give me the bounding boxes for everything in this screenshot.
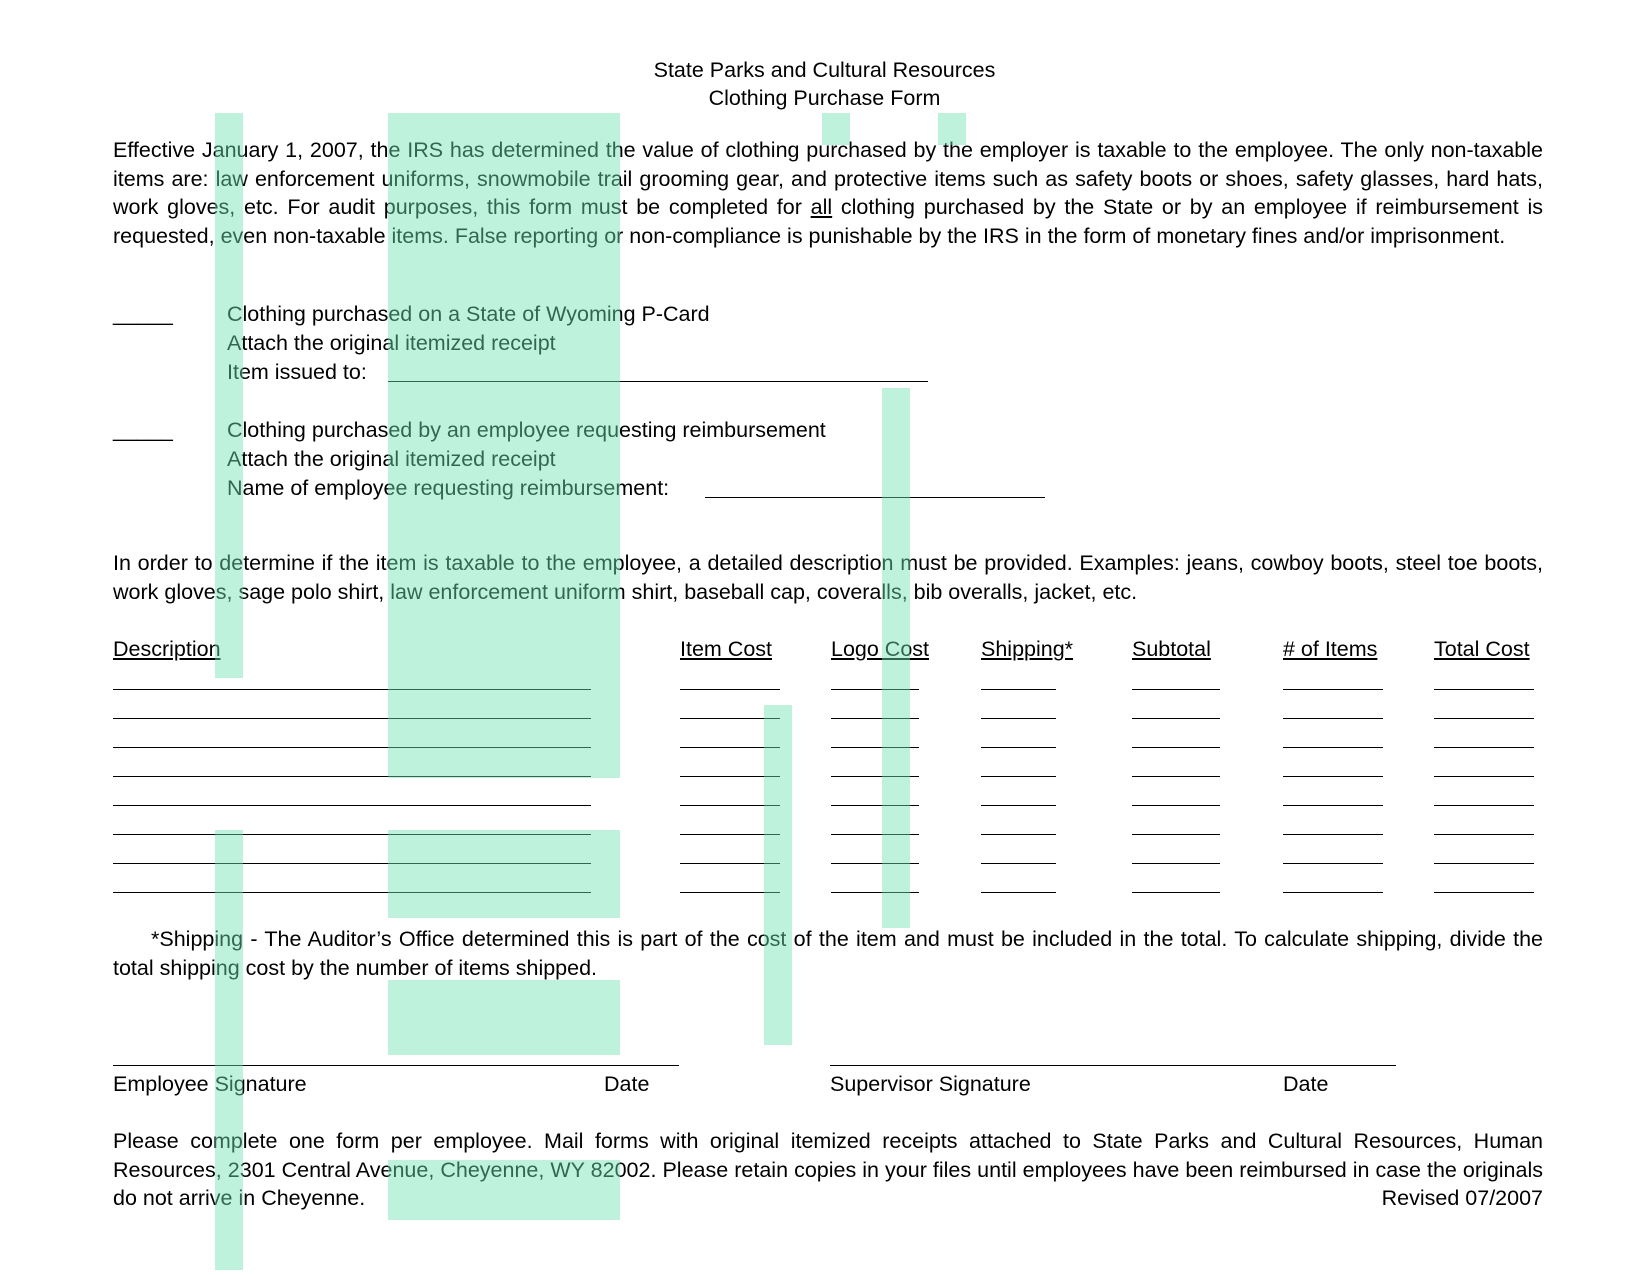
pcard-line-1: Clothing purchased on a State of Wyoming P-Card bbox=[227, 302, 710, 326]
subtotal-field[interactable] bbox=[1132, 689, 1220, 690]
shipping-field[interactable] bbox=[981, 747, 1056, 748]
subtotal-field[interactable] bbox=[1132, 863, 1220, 864]
col-header-logo-cost: Logo Cost bbox=[831, 637, 930, 661]
supervisor-signature-label: Supervisor Signature bbox=[830, 1072, 1031, 1096]
total-cost-field[interactable] bbox=[1434, 747, 1534, 748]
employee-signature-line[interactable] bbox=[113, 1065, 679, 1066]
revised-date: Revised 07/2007 bbox=[1381, 1186, 1543, 1210]
subtotal-field[interactable] bbox=[1132, 834, 1220, 835]
supervisor-signature-line[interactable] bbox=[830, 1065, 1396, 1066]
total-cost-field[interactable] bbox=[1434, 863, 1534, 864]
total-cost-field[interactable] bbox=[1434, 689, 1534, 690]
pcard-check-blank[interactable]: _____ bbox=[113, 302, 173, 326]
shipping-field[interactable] bbox=[981, 689, 1056, 690]
employee-signature-label: Employee Signature bbox=[113, 1072, 307, 1096]
num-items-field[interactable] bbox=[1283, 776, 1383, 777]
total-cost-field[interactable] bbox=[1434, 834, 1534, 835]
highlight-block bbox=[388, 678, 620, 778]
subtotal-field[interactable] bbox=[1132, 892, 1220, 893]
total-cost-field[interactable] bbox=[1434, 805, 1534, 806]
col-header-num-items: # of Items bbox=[1283, 637, 1378, 661]
description-field[interactable] bbox=[113, 805, 591, 806]
num-items-field[interactable] bbox=[1283, 892, 1383, 893]
item-cost-field[interactable] bbox=[680, 689, 780, 690]
agency-title: State Parks and Cultural Resources bbox=[653, 58, 996, 82]
shipping-note: *Shipping - The Auditor’s Office determined this is part of the cost of the item and must be included in the total. To calculate shipping, divide the total shipping cost by the number of items shipped. bbox=[113, 927, 1543, 980]
highlight-block bbox=[388, 113, 620, 678]
footer-paragraph: Please complete one form per employee. Mail forms with original itemized receipts attached to State Parks and Cultural Resources, Human Resources, 2301 Central Avenue, Cheyenne, WY 82002. Please retain copies in your files until employees have been reimbursed in case the originals do not arrive in Cheyenne. bbox=[113, 1129, 1543, 1211]
highlight-bar bbox=[764, 705, 792, 1045]
total-cost-field[interactable] bbox=[1434, 892, 1534, 893]
total-cost-field[interactable] bbox=[1434, 776, 1534, 777]
col-header-subtotal: Subtotal bbox=[1132, 637, 1211, 661]
reimburse-check-blank[interactable]: _____ bbox=[113, 418, 173, 442]
shipping-field[interactable] bbox=[981, 776, 1056, 777]
col-header-shipping: Shipping* bbox=[981, 637, 1074, 661]
num-items-field[interactable] bbox=[1283, 689, 1383, 690]
supervisor-date-label: Date bbox=[1283, 1072, 1329, 1096]
subtotal-field[interactable] bbox=[1132, 747, 1220, 748]
highlight-bar bbox=[215, 113, 243, 678]
shipping-field[interactable] bbox=[981, 718, 1056, 719]
subtotal-field[interactable] bbox=[1132, 776, 1220, 777]
subtotal-field[interactable] bbox=[1132, 805, 1220, 806]
highlight-block bbox=[388, 980, 620, 1055]
intro-emphasis-all: all bbox=[810, 195, 833, 220]
highlight-bar bbox=[882, 388, 910, 928]
shipping-field[interactable] bbox=[981, 805, 1056, 806]
reimburse-name-field[interactable] bbox=[705, 497, 1045, 498]
num-items-field[interactable] bbox=[1283, 863, 1383, 864]
form-title: Clothing Purchase Form bbox=[708, 86, 941, 110]
num-items-field[interactable] bbox=[1283, 834, 1383, 835]
intro-paragraph bbox=[113, 136, 1543, 250]
pcard-line-2: Attach the original itemized receipt bbox=[227, 331, 556, 355]
col-header-item-cost: Item Cost bbox=[680, 637, 772, 661]
num-items-field[interactable] bbox=[1283, 718, 1383, 719]
reimburse-line-2: Attach the original itemized receipt bbox=[227, 447, 556, 471]
highlight-bar bbox=[215, 830, 243, 1270]
shipping-field[interactable] bbox=[981, 863, 1056, 864]
reimburse-name-label: Name of employee requesting reimbursement: bbox=[227, 476, 670, 500]
highlight-mark bbox=[822, 113, 850, 145]
col-header-total-cost: Total Cost bbox=[1434, 637, 1530, 661]
description-note: In order to determine if the item is taxable to the employee, a detailed description must be provided. Examples: jeans, cowboy boots, steel toe boots, work gloves, sage polo shirt, law enforcement uniform shirt, baseball cap, coveralls, bib overalls, jacket, etc. bbox=[113, 551, 1543, 604]
total-cost-field[interactable] bbox=[1434, 718, 1534, 719]
shipping-field[interactable] bbox=[981, 892, 1056, 893]
highlight-block bbox=[388, 830, 620, 918]
intro-text-1: Effective January 1, 2007, the IRS has determined the value of clothing purchased by the employer is taxable to the employee. The only non-taxable items are: law enforcement uniforms, snowmobile trail grooming gear, and protective items such as safety boots or shoes, safety glasses, hard hats, work gloves, etc. For audit purposes, this form must be completed for bbox=[113, 138, 1543, 220]
subtotal-field[interactable] bbox=[1132, 718, 1220, 719]
highlight-mark bbox=[938, 113, 966, 145]
pcard-issued-to-label: Item issued to: bbox=[227, 360, 367, 384]
num-items-field[interactable] bbox=[1283, 805, 1383, 806]
employee-date-label: Date bbox=[604, 1072, 650, 1096]
reimburse-line-1: Clothing purchased by an employee requesting reimbursement bbox=[227, 418, 826, 442]
intro-text-2: clothing purchased by the State or by an employee if reimbursement is requested, even non-taxable items. False reporting or non-compliance is punishable by the IRS in the form of monetary fines and/or imprisonment. bbox=[113, 195, 1544, 248]
col-header-description: Description bbox=[113, 637, 221, 661]
highlight-block bbox=[388, 1160, 620, 1220]
shipping-field[interactable] bbox=[981, 834, 1056, 835]
num-items-field[interactable] bbox=[1283, 747, 1383, 748]
